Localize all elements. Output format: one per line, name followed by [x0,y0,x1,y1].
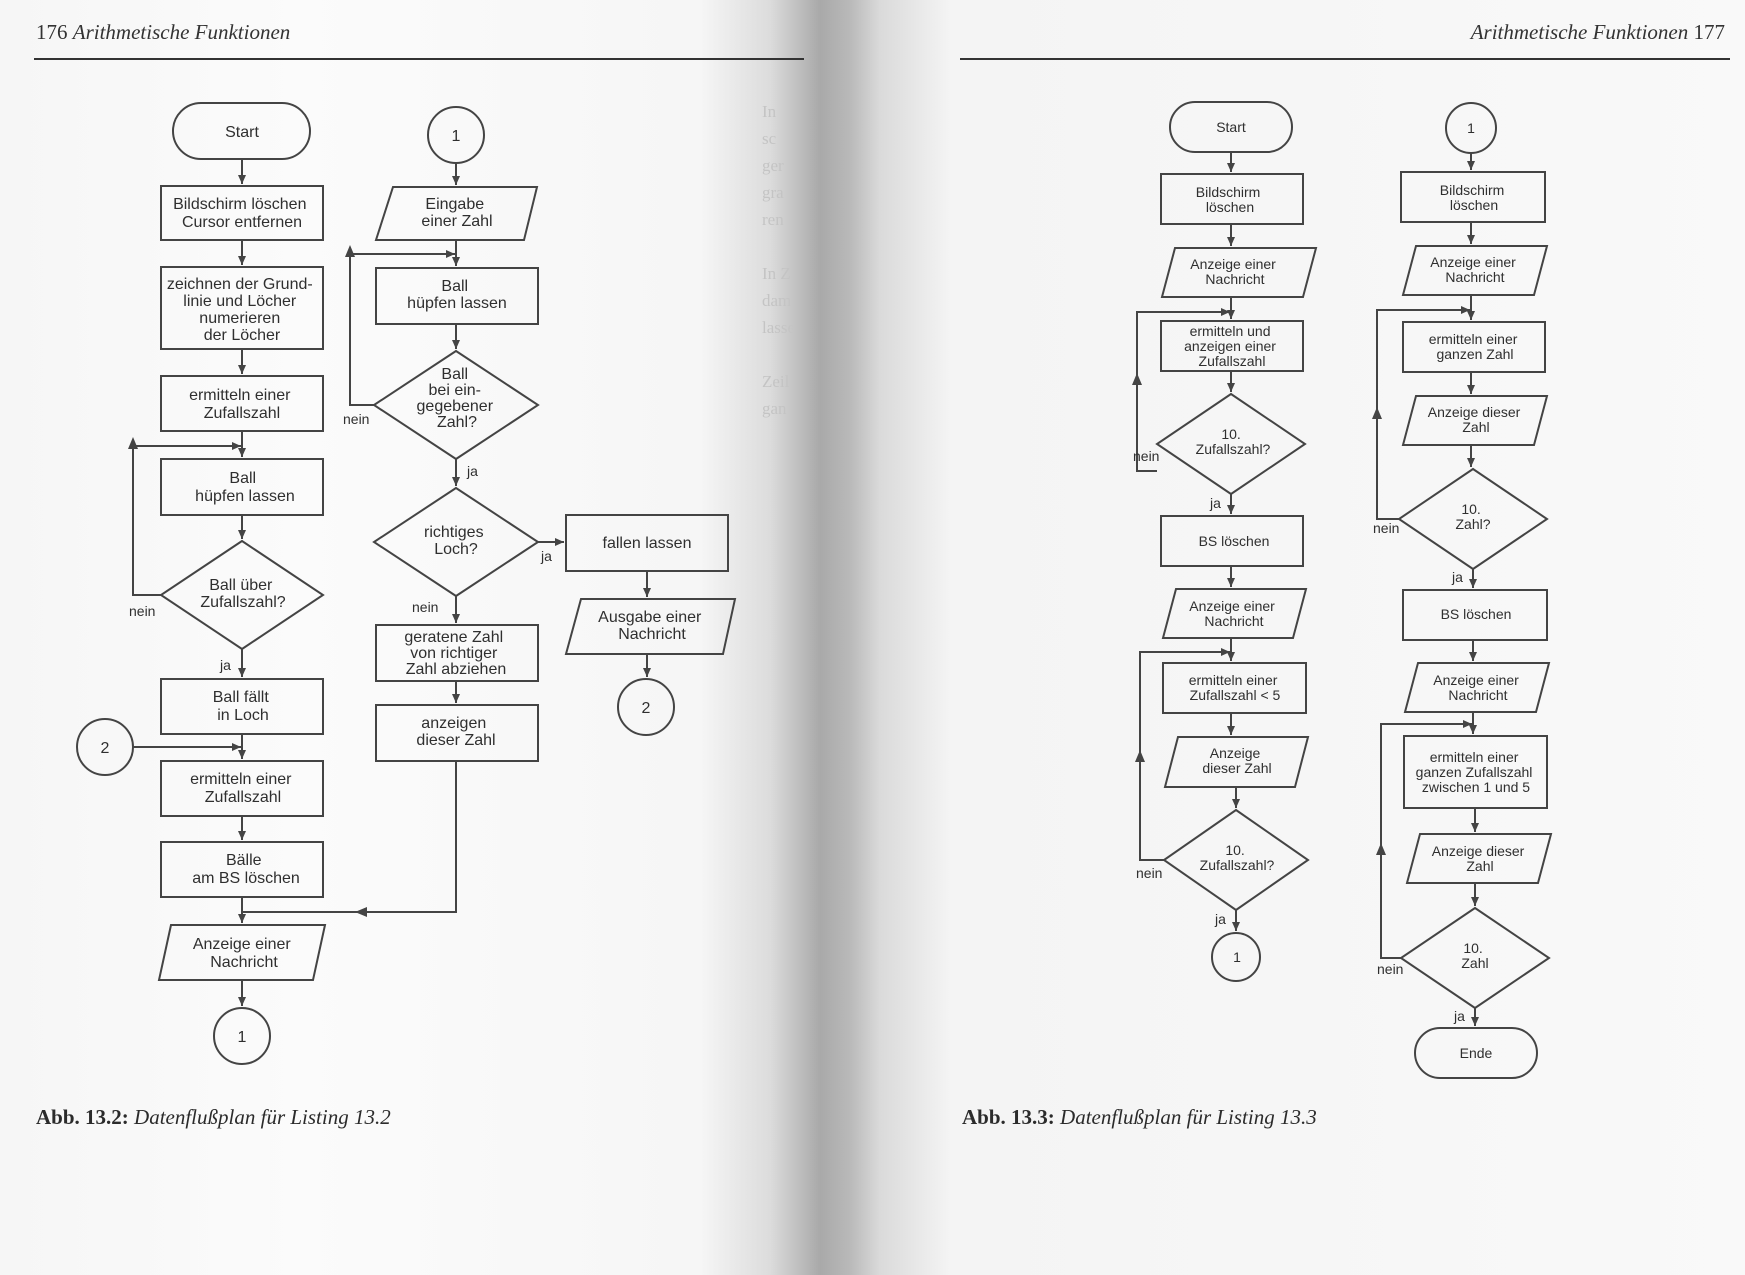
r-io-show-this-2-label: Anzeige dieser Zahl [1431,843,1525,874]
r-label-ja-4: ja [1454,1008,1465,1024]
r-connector-1-in-label: 1 [1467,120,1475,136]
r-label-ja-1: ja [1210,495,1221,511]
process-fall-label: fallen lassen [602,535,692,552]
r-label-ja-2: ja [1215,911,1226,927]
r-io-message-4-label: Anzeige einer Nachricht [1433,672,1519,703]
io-message-1-label: Anzeige einer Nachricht [192,936,291,971]
label-nein-3: nein [412,599,439,615]
r-process-bs-delete-1-label: BS löschen [1198,533,1270,549]
r-process-random-show-label: ermitteln und anzeigen einer Zufallszahl [1184,323,1276,369]
r-process-clear-screen-2-label: Bildschirm löschen [1439,182,1505,213]
process-clear-screen-label: Bildschirm löschen Cursor entfernen [173,196,307,231]
gutter-bleed-text: In sc ger gra ren In Z dam lasse Zeil gan [762,102,796,418]
label-nein-2: nein [343,411,370,427]
r-io-message-2-label: Anzeige einer Nachricht [1189,598,1275,629]
r-decision-tenth-3-label: 10. Zahl? [1455,501,1491,532]
right-running-title: Arithmetische Funktionen [1470,20,1689,44]
r-label-nein-3: nein [1373,520,1400,536]
r-io-message-3-label: Anzeige einer Nachricht [1430,254,1516,285]
process-bounce-2-label: Ball hüpfen lassen [407,278,507,312]
left-figure-caption [36,1105,391,1130]
r-process-integer-label: ermitteln einer ganzen Zahl [1428,331,1518,362]
r-process-random-lt5-label: ermitteln einer Zufallszahl < 5 [1188,672,1281,703]
connector-1-out-label: 1 [237,1029,247,1046]
r-io-message-1-label: Anzeige einer Nachricht [1190,256,1276,287]
right-caption-label: Abb. 13.3: [962,1105,1055,1129]
process-random-1-label: ermitteln einer Zufallszahl [189,387,291,422]
label-ja-2: ja [467,463,478,479]
process-ball-falls-label: Ball fällt in Loch [212,689,269,724]
r-process-bs-delete-2-label: BS löschen [1440,606,1512,622]
r-io-show-number-1-label: Anzeige dieser Zahl [1202,745,1272,776]
connector-2-in-label: 2 [100,740,110,757]
r-io-show-this-1-label: Anzeige dieser Zahl [1427,404,1521,435]
terminal-start-label: Start [225,124,259,141]
connector-2-out-label: 2 [641,700,651,717]
flowchart-13-2 [77,103,735,1064]
r-label-nein-1: nein [1133,448,1160,464]
right-figure-caption [962,1105,1317,1130]
left-page-number: 176 [36,20,68,44]
right-page-number: 177 [1693,20,1725,44]
process-bounce-1 [161,459,323,515]
right-caption-text: Datenflußplan für Listing 13.3 [1060,1105,1317,1129]
r-label-ja-3: ja [1452,569,1463,585]
process-clear-screen [161,186,323,240]
process-draw-baseline-label: zeichnen der Grund- linie und Löcher numerieren der Löcher [166,276,313,344]
left-caption-label: Abb. 13.2: [36,1105,129,1129]
label-ja-1: ja [220,657,231,673]
left-caption-text: Datenflußplan für Listing 13.2 [134,1105,391,1129]
r-terminal-end-label: Ende [1459,1045,1493,1061]
r-decision-tenth-2-label: 10. Zufallszahl? [1199,842,1275,873]
decision-ball-over-label: Ball über Zufallszahl? [200,577,286,611]
r-label-nein-4: nein [1377,961,1404,977]
label-ja-3: ja [541,548,552,564]
r-process-integer-random-label: ermitteln einer ganzen Zufallszahl zwischen 1 und 5 [1415,749,1533,795]
flowchart-13-3 [1132,102,1551,1078]
left-running-title: Arithmetische Funktionen [72,20,291,44]
process-random-2-label: ermitteln einer Zufallszahl [190,771,292,806]
io-input-number-label: Eingabe einer Zahl [421,196,493,230]
process-bounce-1-label: Ball hüpfen lassen [195,470,295,505]
decision-ball-at-number-label: Ball bei ein- gegebener Zahl? [416,366,494,431]
process-show-number-label: anzeigen dieser Zahl [416,715,496,749]
decision-right-hole-label: richtiges Loch? [423,524,484,558]
io-output-message-label: Ausgabe einer Nachricht [598,609,702,643]
r-decision-tenth-1-label: 10. Zufallszahl? [1195,426,1271,457]
process-balls-delete-label: Bälle am BS löschen [192,852,300,887]
label-nein-1: nein [129,603,156,619]
process-subtract-label: geratene Zahl von richtiger Zahl abziehen [404,629,507,678]
r-connector-1-out-label: 1 [1233,949,1241,965]
r-process-clear-screen-label: Bildschirm löschen [1195,184,1261,215]
r-label-nein-2: nein [1136,865,1163,881]
r-decision-tenth-4-label: 10. Zahl [1461,940,1489,971]
r-terminal-start-label: Start [1216,119,1246,135]
connector-1-in-label: 1 [451,128,461,145]
